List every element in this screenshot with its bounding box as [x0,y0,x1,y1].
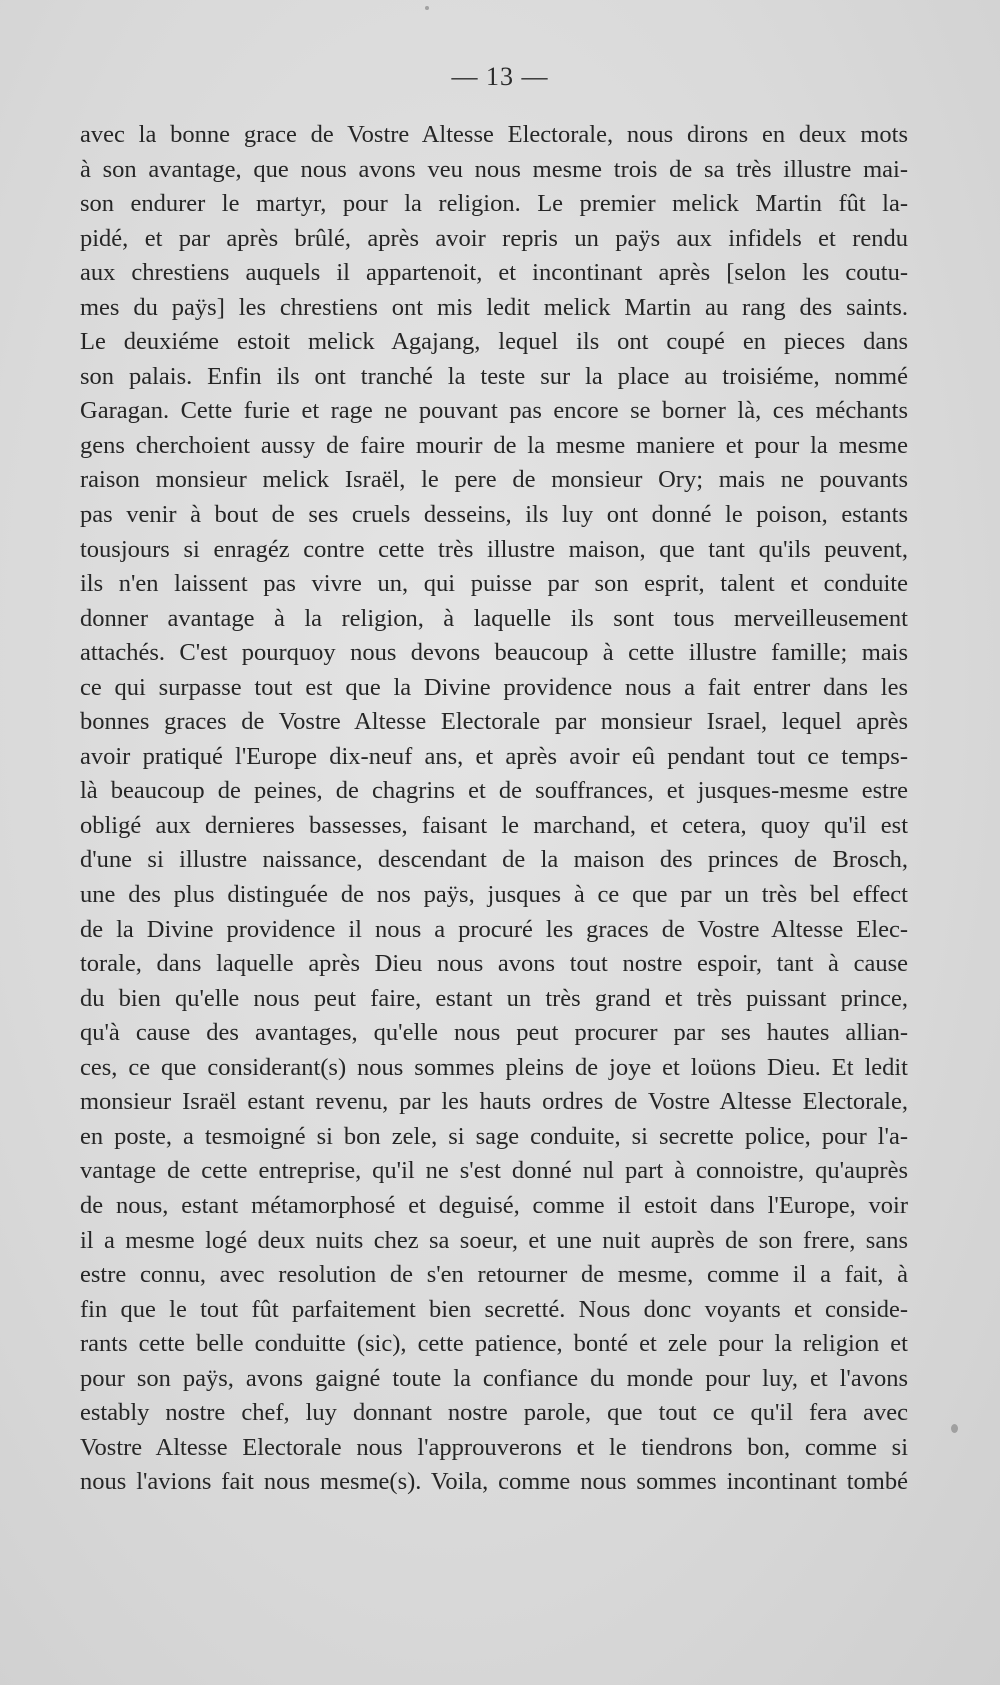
text-line: là beaucoup de peines, de chagrins et de souffrances, et jusques-mesme estre [80,777,908,805]
text-line: de nous, estant métamorphosé et deguisé, comme il estoit dans l'Europe, voir [80,1191,908,1219]
text-line: ils n'en laissent pas vivre un, qui puisse par son esprit, talent et conduite [80,570,908,598]
text-line: ces, ce que considerant(s) nous sommes pleins de joye et loüons Dieu. Et ledit [80,1053,908,1081]
text-line: pour son paÿs, avons gaigné toute la confiance du monde pour luy, et l'avons [80,1364,908,1392]
text-line: pidé, et par après brûlé, après avoir repris un paÿs aux infidels et rendu [80,224,908,252]
text-line: Garagan. Cette furie et rage ne pouvant pas encore se borner là, ces méchants [80,397,908,425]
text-line: vantage de cette entreprise, qu'il ne s'est donné nul part à connoistre, qu'auprès [80,1157,908,1185]
text-line: Le deuxiéme estoit melick Agajang, lequel ils ont coupé en pieces dans [80,328,908,356]
text-line: rants cette belle conduitte (sic), cette patience, bonté et zele pour la religion et [80,1330,908,1358]
text-line: à son avantage, que nous avons veu nous mesme trois de sa très illustre mai- [80,155,908,183]
text-line: tousjours si enragéz contre cette très illustre maison, que tant qu'ils peuvent, [80,535,908,563]
text-line: nous l'avions fait nous mesme(s). Voila, comme nous sommes incontinant tombé [80,1468,908,1496]
text-line: gens cherchoient aussy de faire mourir de la mesme maniere et pour la mesme [80,431,908,459]
text-line: obligé aux dernieres bassesses, faisant le marchand, et cetera, quoy qu'il est [80,811,908,839]
text-line: qu'à cause des avantages, qu'elle nous peut procurer par ses hautes allian- [80,1019,908,1047]
text-line: son endurer le martyr, pour la religion. Le premier melick Martin fût la- [80,190,908,218]
text-line: avoir pratiqué l'Europe dix-neuf ans, et après avoir eû pendant tout ce temps- [80,742,908,770]
text-line: aux chrestiens auquels il appartenoit, et incontinant après [selon les coutu- [80,259,908,287]
text-line: bonnes graces de Vostre Altesse Electorale par monsieur Israel, lequel après [80,708,908,736]
paper-speck [425,6,429,10]
page-number: — 13 — [451,62,549,91]
text-line: pas venir à bout de ses cruels desseins, ils luy ont donné le poison, estants [80,501,908,529]
text-line: estably nostre chef, luy donnant nostre parole, que tout ce qu'il fera avec [80,1399,908,1427]
text-line: en poste, a tesmoigné si bon zele, si sage conduite, si secrette police, pour l'a- [80,1122,908,1150]
text-line: donner avantage à la religion, à laquelle ils sont tous merveilleusement [80,604,908,632]
text-line: de la Divine providence il nous a procuré les graces de Vostre Altesse Elec- [80,915,908,943]
text-line: il a mesme logé deux nuits chez sa soeur, et une nuit auprès de son frere, sans [80,1226,908,1254]
paper-speck [951,1424,958,1433]
text-line: du bien qu'elle nous peut faire, estant un très grand et très puissant prince, [80,984,908,1012]
text-line: avec la bonne grace de Vostre Altesse Electorale, nous dirons en deux mots [80,121,908,148]
text-line: mes du paÿs] les chrestiens ont mis ledit melick Martin au rang des saints. [80,293,908,321]
text-line: attachés. C'est pourquoy nous devons beaucoup à cette illustre famille; mais [80,639,908,667]
text-line: son palais. Enfin ils ont tranché la teste sur la place au troisiéme, nommé [80,362,908,390]
body-text [80,118,908,1500]
text-line: une des plus distinguée de nos paÿs, jusques à ce que par un très bel effect [80,881,908,909]
text-line: fin que le tout fût parfaitement bien secretté. Nous donc voyants et conside- [80,1295,908,1323]
text-line: raison monsieur melick Israël, le pere de monsieur Ory; mais ne pouvants [80,466,908,494]
text-line: d'une si illustre naissance, descendant de la maison des princes de Brosch, [80,846,908,874]
text-line: ce qui surpasse tout est que la Divine providence nous a fait entrer dans les [80,673,908,701]
text-line: monsieur Israël estant revenu, par les hauts ordres de Vostre Altesse Electorale, [80,1088,908,1116]
text-line: Vostre Altesse Electorale nous l'approuverons et le tiendrons bon, comme si [80,1433,908,1461]
text-line: torale, dans laquelle après Dieu nous avons tout nostre espoir, tant à cause [80,950,908,978]
text-line: estre connu, avec resolution de s'en retourner de mesme, comme il a fait, à [80,1261,908,1289]
